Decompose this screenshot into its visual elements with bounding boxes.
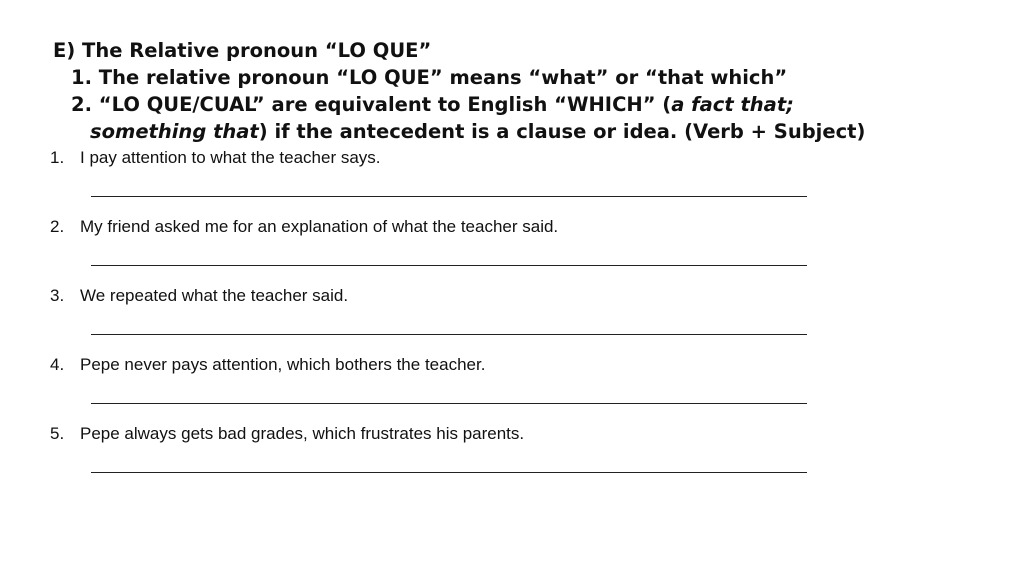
exercise-number: 1. xyxy=(50,148,65,167)
exercise-item xyxy=(50,146,950,215)
answer-blank[interactable] xyxy=(91,334,807,335)
heading-block xyxy=(53,37,993,145)
rule-2-italic-b: something that xyxy=(90,120,259,143)
rule-1 xyxy=(53,64,993,91)
rule-1-text: The relative pronoun “LO QUE” means “what” or “that which” xyxy=(98,66,788,89)
answer-blank[interactable] xyxy=(91,196,807,197)
rule-2-italic-a: a fact that; xyxy=(671,93,794,116)
exercise-item xyxy=(50,284,950,353)
exercise-number: 4. xyxy=(50,355,65,374)
rule-2-line-2 xyxy=(53,118,993,145)
exercise-sentence: Pepe never pays attention, which bothers the teacher. xyxy=(80,355,486,374)
answer-blank[interactable] xyxy=(91,472,807,473)
section-title: E) The Relative pronoun “LO QUE” xyxy=(53,39,432,62)
exercise-item xyxy=(50,353,950,422)
rule-2-text-a: “LO QUE/CUAL” are equivalent to English “WHICH” ( xyxy=(98,93,672,116)
answer-blank[interactable] xyxy=(91,265,807,266)
exercise-sentence: My friend asked me for an explanation of what the teacher said. xyxy=(80,217,559,236)
exercise-number: 3. xyxy=(50,286,65,305)
exercise-item xyxy=(50,422,950,491)
rule-2-line-1 xyxy=(53,91,993,118)
rule-1-number: 1. xyxy=(71,66,92,89)
rule-2-number: 2. xyxy=(71,93,92,116)
exercise-number: 5. xyxy=(50,424,65,443)
rule-2-text-b: ) if the antecedent is a clause or idea. (Verb + Subject) xyxy=(258,120,866,143)
exercise-sentence: We repeated what the teacher said. xyxy=(80,286,349,305)
exercise-item xyxy=(50,215,950,284)
exercise-sentence: I pay attention to what the teacher says. xyxy=(80,148,381,167)
exercise-sentence: Pepe always gets bad grades, which frustrates his parents. xyxy=(80,424,525,443)
exercise-list xyxy=(50,146,950,491)
exercise-number: 2. xyxy=(50,217,65,236)
answer-blank[interactable] xyxy=(91,403,807,404)
